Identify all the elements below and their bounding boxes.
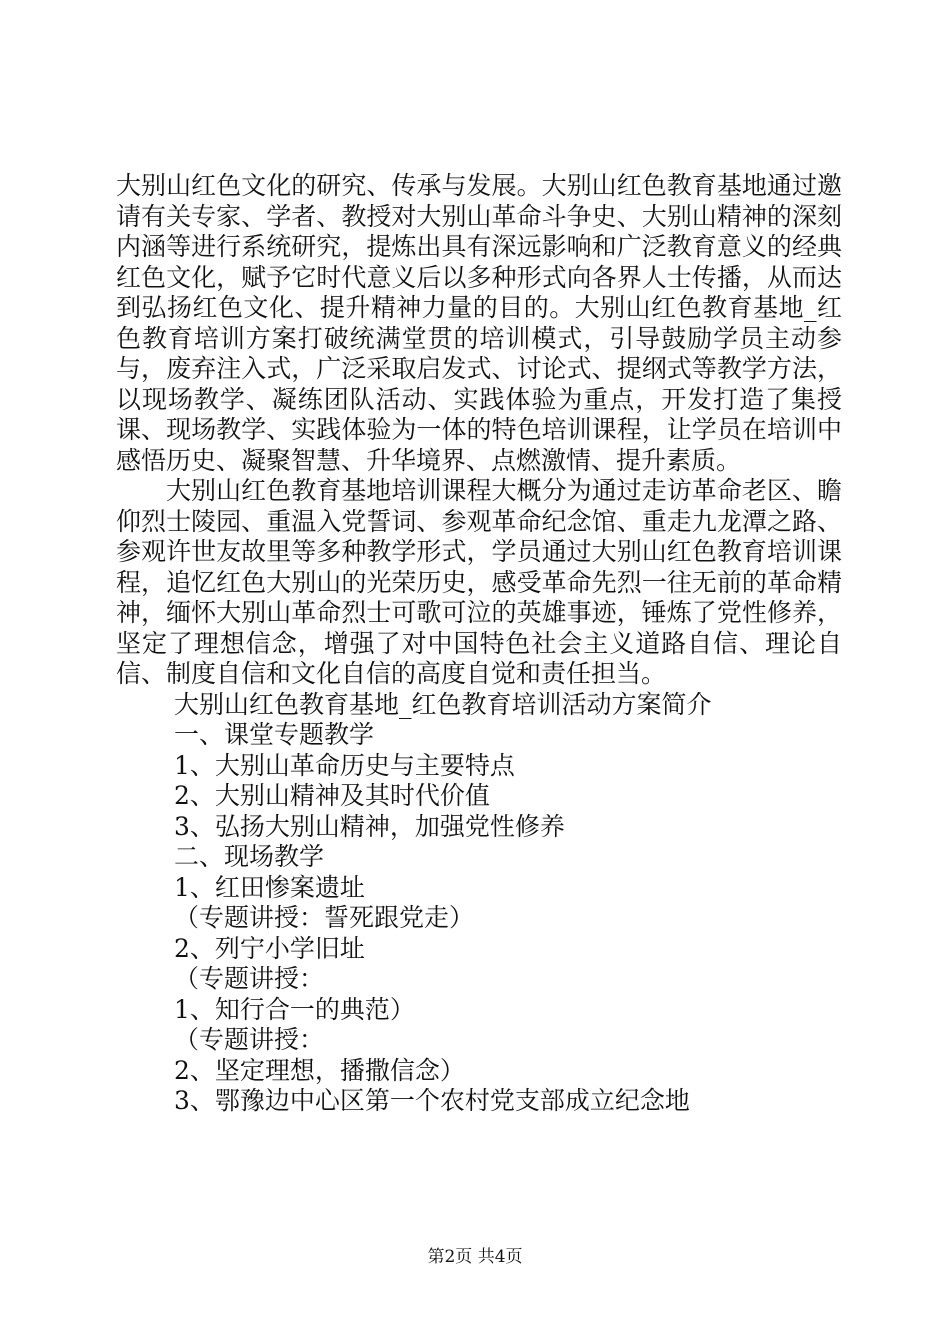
list-item: 3、鄂豫边中心区第一个农村党支部成立纪念地 bbox=[174, 1086, 690, 1115]
list-item: （专题讲授：誓死跟党走） bbox=[174, 903, 475, 932]
list-item: （专题讲授： bbox=[174, 964, 325, 993]
list-item: 2、列宁小学旧址 bbox=[174, 933, 365, 963]
document-body bbox=[116, 171, 842, 1117]
page-number-footer: 第2页 共4页 bbox=[427, 1247, 523, 1267]
list-item: 2、大别山精神及其时代价值 bbox=[174, 781, 490, 810]
list-item: 1、知行合一的典范） bbox=[174, 994, 415, 1024]
list-item: 2、坚定理想，播撒信念） bbox=[174, 1055, 465, 1085]
body-paragraph-2: 大别山红色教育基地培训课程大概分为通过走访革命老区、瞻仰烈士陵园、重温入党誓词、参观革命纪念馆、重走九龙潭之路、参观许世友故里等多种教学形式，学员通过大别山红色教育培训课程，追忆红色大别山的光荣历史，感受革命先烈一往无前的革命精神，缅怀大别山革命烈士可歌可泣的英雄事迹，锤炼了党性修养，坚定了理想信念，增强了对中国特色社会主义道路自信、理论自信、制度自信和文化自信的高度自觉和责任担当。 bbox=[116, 476, 842, 688]
list-item: 1、大别山革命历史与主要特点 bbox=[174, 750, 515, 780]
heading-classroom-teaching: 一、课堂专题教学 bbox=[174, 720, 375, 749]
section-intro-line: 大别山红色教育基地_红色教育培训活动方案简介 bbox=[174, 689, 712, 719]
list-item: 3、弘扬大别山精神，加强党性修养 bbox=[174, 811, 565, 841]
list-item: （专题讲授： bbox=[174, 1025, 325, 1054]
heading-onsite-teaching: 二、现场教学 bbox=[174, 842, 325, 871]
list-item: 1、红田惨案遗址 bbox=[174, 872, 365, 902]
body-paragraph-1: 大别山红色文化的研究、传承与发展。大别山红色教育基地通过邀请有关专家、学者、教授对大别山革命斗争史、大别山精神的深刻内涵等进行系统研究，提炼出具有深远影响和广泛教育意义的经典红色文化，赋予它时代意义后以多种形式向各界人士传播，从而达到弘扬红色文化、提升精神力量的目的。大别山红色教育基地_红色教育培训方案打破统满堂贯的培训模式，引导鼓励学员主动参与，废弃注入式，广泛采取启发式、讨论式、提纲式等教学方法，以现场教学、凝练团队活动、实践体验为重点，开发打造了集授课、现场教学、实践体验为一体的特色培训课程，让学员在培训中感悟历史、凝聚智慧、升华境界、点燃激情、提升素质。 bbox=[116, 171, 842, 475]
